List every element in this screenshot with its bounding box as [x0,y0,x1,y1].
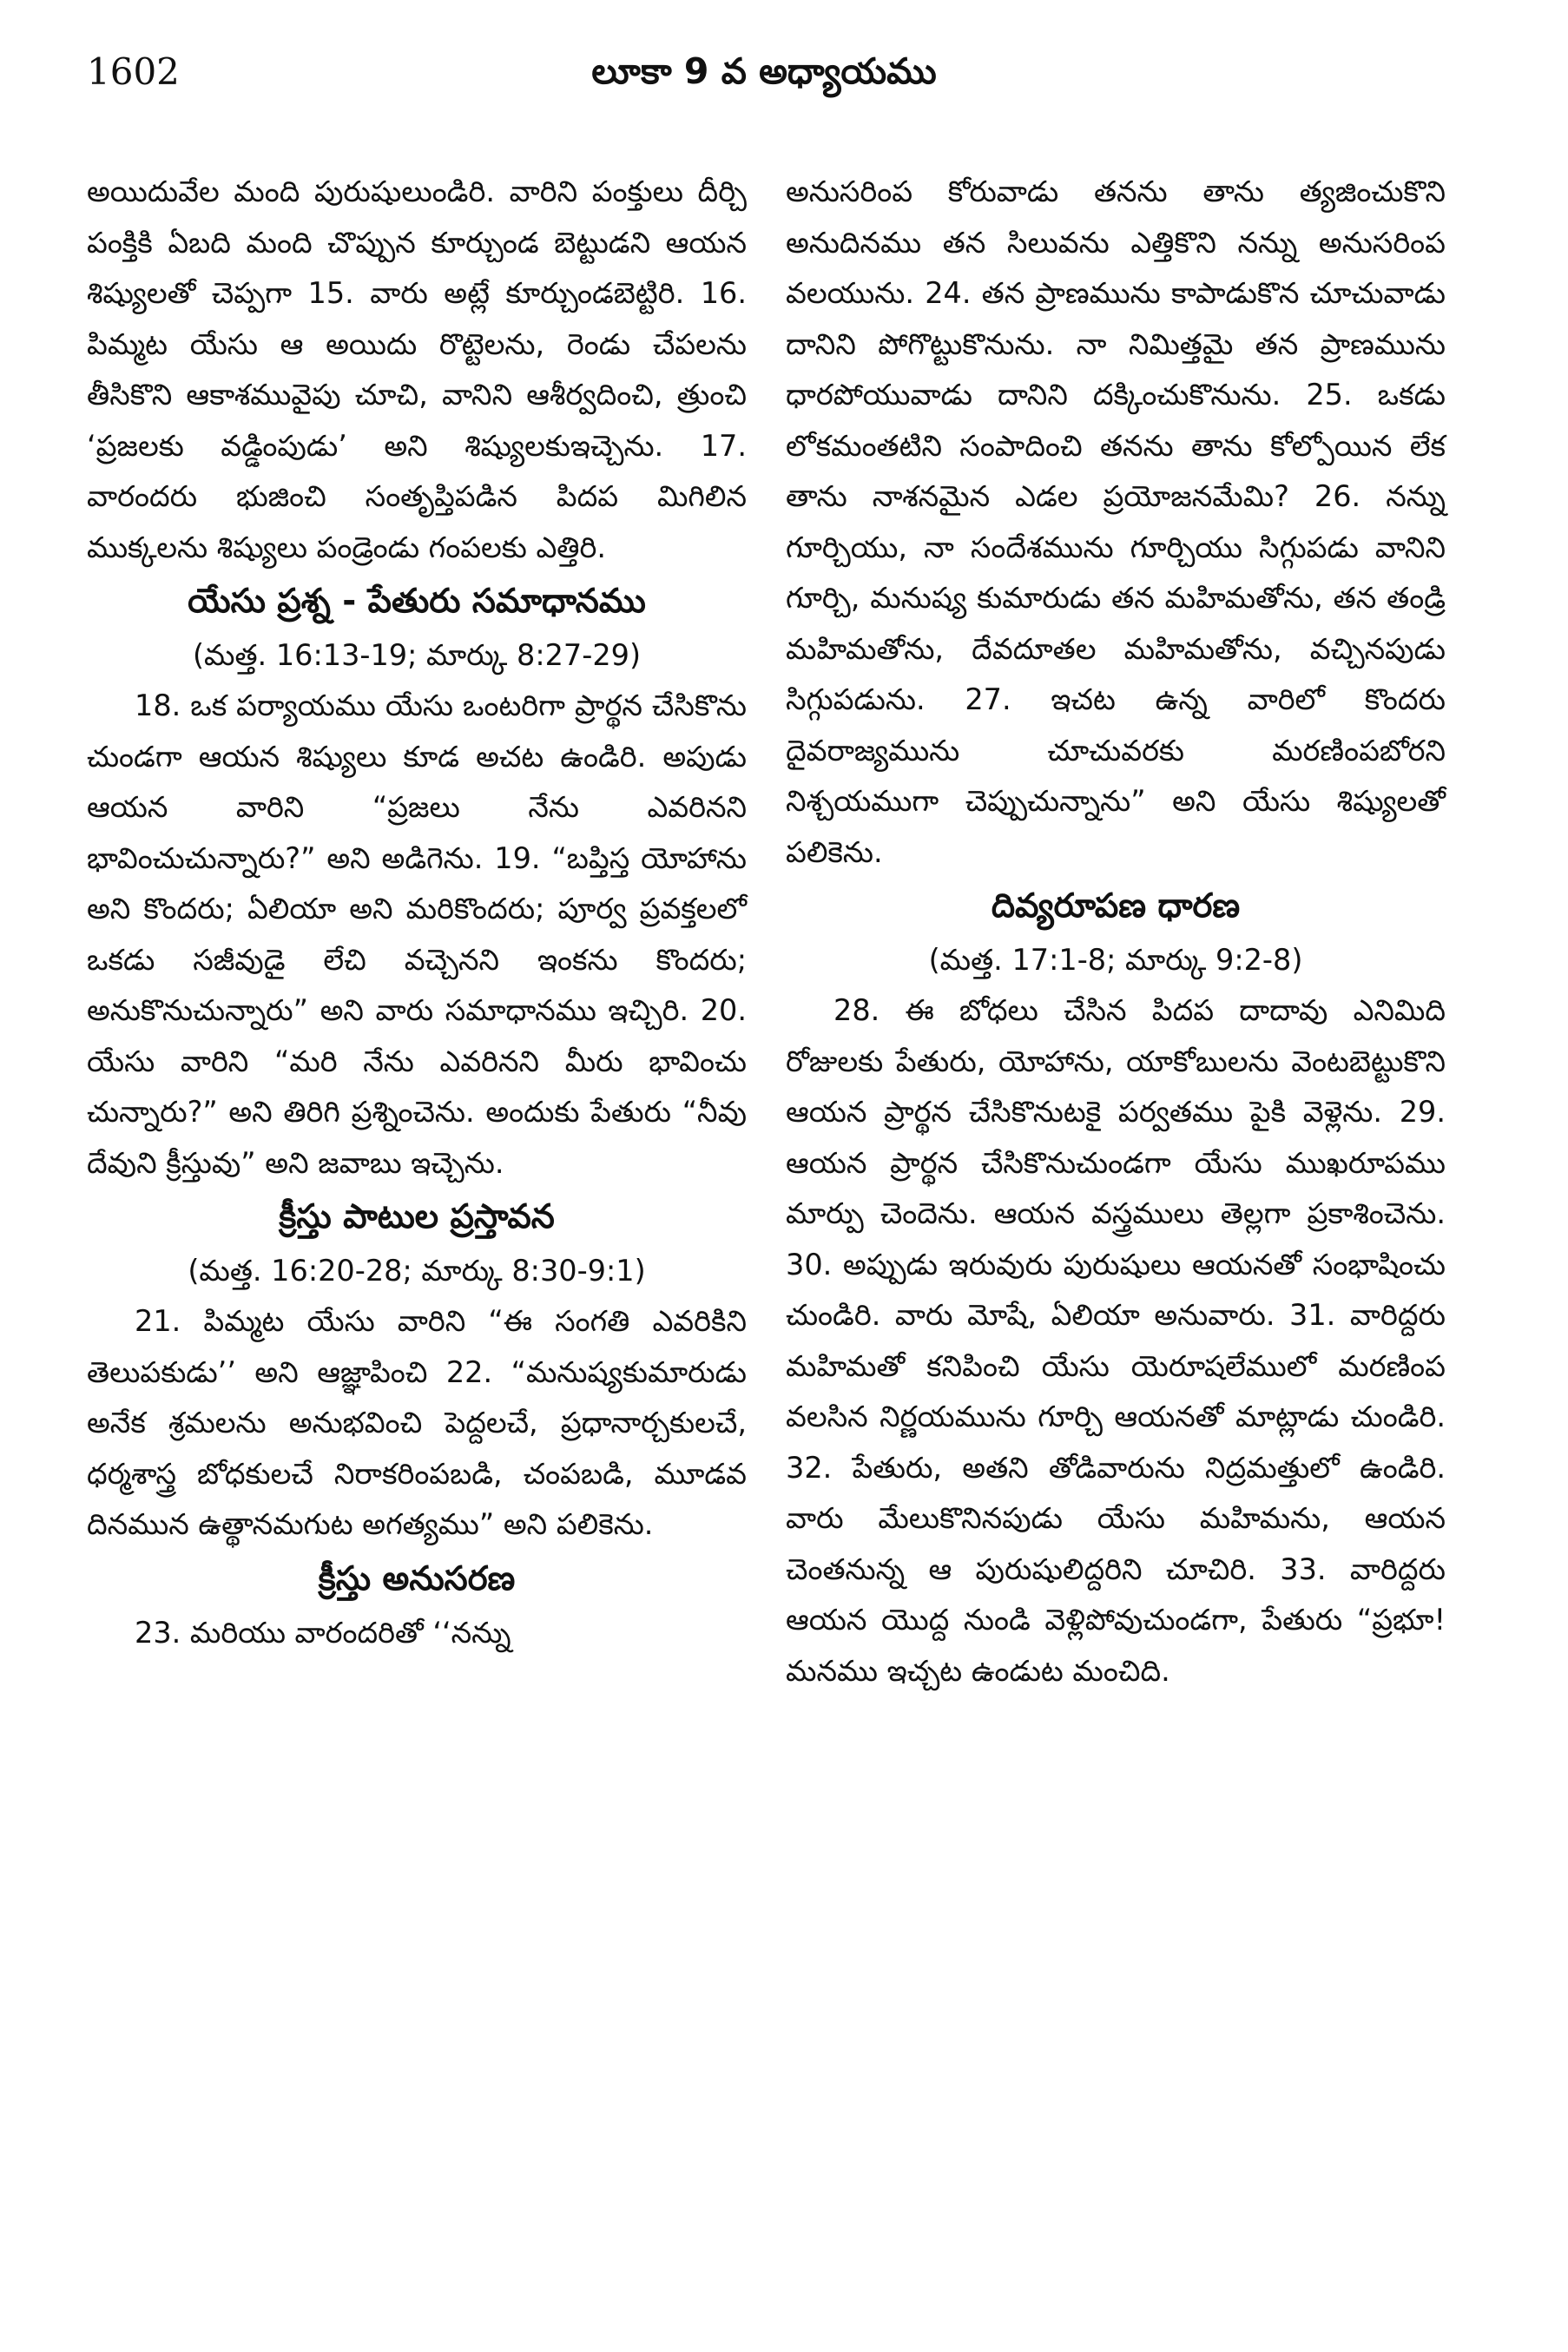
section-heading: క్రీస్తు అనుసరణ [318,1558,516,1598]
paragraph: 28. ఈ బోధలు చేసిన పిదప దాదావు ఎనిమిది రోజులకు పేతురు, యోహాను, యాకోబులను వెంటబెట్టుకొని ఆయన ప్రార్థన చేసికొనుటకై పర్వతము పైకి వెళ్లెను. 29. ఆయన ప్రార్థన చేసికొనుచుండగా యేసు ముఖరూపము మార్పు చెందెను. ఆయన వస్త్రములు తెల్లగా ప్రకాశించెను. 30. అప్పుడు ఇరువురు పురుషులు ఆయనతో సంభాషించు చుండిరి. వారు మోషే, ఏలియా అనువారు. 31. వారిద్దరు మహిమతో కనిపించి యేసు యెరూషలేములో మరణింప వలసిన నిర్ణయమును గూర్చి ఆయనతో మాట్లాడు చుండిరి. 32. పేతురు, అతని తోడివారును నిద్రమత్తులో ఉండిరి. వారు మేలుకొనినపుడు యేసు మహిమను, ఆయన చెంతనున్న ఆ పురుషులిద్దరిని చూచిరి. 33. వారిద్దరు ఆయన యొద్ద నుండి వెళ్లిపోవుచుండగా, పేతురు “ప్రభూ! మనము ఇచ్చట ఉండుట మంచిది. [786,993,1446,1688]
cross-reference: (మత్త. 17:1-8; మార్కు 9:2-8) [928,943,1303,977]
paragraph: 18. ఒక పర్యాయము యేసు ఒంటరిగా ప్రార్థన చేసికొను చుండగా ఆయన శిష్యులు కూడ అచట ఉండిరి. అపుడు ఆయన వారిని “ప్రజలు నేను ఎవరినని భావించుచున్నారు?” అని అడిగెను. 19. “బప్తిస్త యోహాను అని కొందరు; ఏలియా అని మరికొందరు; పూర్వ ప్రవక్తలలో ఒకడు సజీవుడై లేచి వచ్చెనని ఇంకను కొందరు; అనుకొనుచున్నారు” అని వారు సమాధానము ఇచ్చిరి. 20. యేసు వారిని “మరి నేను ఎవరినని మీరు భావించు చున్నారు?” అని తిరిగి ప్రశ్నించెను. అందుకు పేతురు “నీవు దేవుని క్రీస్తువు” అని జవాబు ఇచ్చెను. [87,688,747,1180]
section-heading: దివ్యరూపణ ధారణ [991,886,1241,926]
page-number: 1602 [87,50,180,93]
page-header [87,50,1441,111]
running-title: లూకా 9 వ అధ్యాయము [591,50,937,92]
cross-reference: (మత్త. 16:20-28; మార్కు 8:30-9:1) [188,1254,646,1288]
left-column [87,167,747,1658]
paragraph: అనుసరింప కోరువాడు తనను తాను త్యజించుకొని అనుదినము తన సిలువను ఎత్తికొని నన్ను అనుసరింప వలయును. 24. తన ప్రాణమును కాపాడుకొన చూచువాడు దానిని పోగొట్టుకొనును. నా నిమిత్తమై తన ప్రాణమును ధారపోయువాడు దానిని దక్కించుకొనును. 25. ఒకడు లోకమంతటిని సంపాదించి తనను తాను కోల్పోయిన లేక తాను నాశనమైన ఎడల ప్రయోజనమేమి? 26. నన్ను గూర్చియు, నా సందేశమును గూర్చియు సిగ్గుపడు వానిని గూర్చి, మనుష్య కుమారుడు తన మహిమతోను, తన తండ్రి మహిమతోను, దేవదూతల మహిమతోను, వచ్చినపుడు సిగ్గుపడును. 27. ఇచట ఉన్న వారిలో కొందరు దైవరాజ్యమును చూచువరకు మరణింపబోరని నిశ్చయముగా చెప్పుచున్నాను” అని యేసు శిష్యులతో పలికెను. [786,175,1446,869]
right-column [786,167,1446,1696]
section-heading: యేసు ప్రశ్న - పేతురు సమాధానము [188,582,646,621]
paragraph: 21. పిమ్మట యేసు వారిని “ఈ సంగతి ఎవరికిని తెలుపకుడు’’ అని ఆజ్ఞాపించి 22. “మనుష్యకుమారుడు అనేక శ్రమలను అనుభవించి పెద్దలచే, ప్రధానార్చకులచే, ధర్మశాస్త్ర బోధకులచే నిరాకరింపబడి, చంపబడి, మూడవ దినమున ఉత్థానమగుట అగత్యము” అని పలికెను. [87,1304,747,1541]
section-heading: క్రీస్తు పాటుల ప్రస్తావన [279,1197,555,1236]
paragraph: అయిదువేల మంది పురుషులుండిరి. వారిని పంక్తులు దీర్చి పంక్తికి ఏబది మంది చొప్పున కూర్చుండ బెట్టుడని ఆయన శిష్యులతో చెప్పగా 15. వారు అట్లే కూర్చుండబెట్టిరి. 16. పిమ్మట యేసు ఆ అయిదు రొట్టెలను, రెండు చేపలను తీసికొని ఆకాశమువైపు చూచి, వానిని ఆశీర్వదించి, త్రుంచి ‘ప్రజలకు వడ్డింపుడు’ అని శిష్యులకుఇచ్చెను. 17. వారందరు భుజించి సంతృప్తిపడిన పిదప మిగిలిన ముక్కలను శిష్యులు పండ్రెండు గంపలకు ఎత్తిరి. [87,175,747,564]
paragraph: 23. మరియు వారందరితో ‘‘నన్ను [135,1615,511,1650]
cross-reference: (మత్త. 16:13-19; మార్కు 8:27-29) [192,638,642,672]
